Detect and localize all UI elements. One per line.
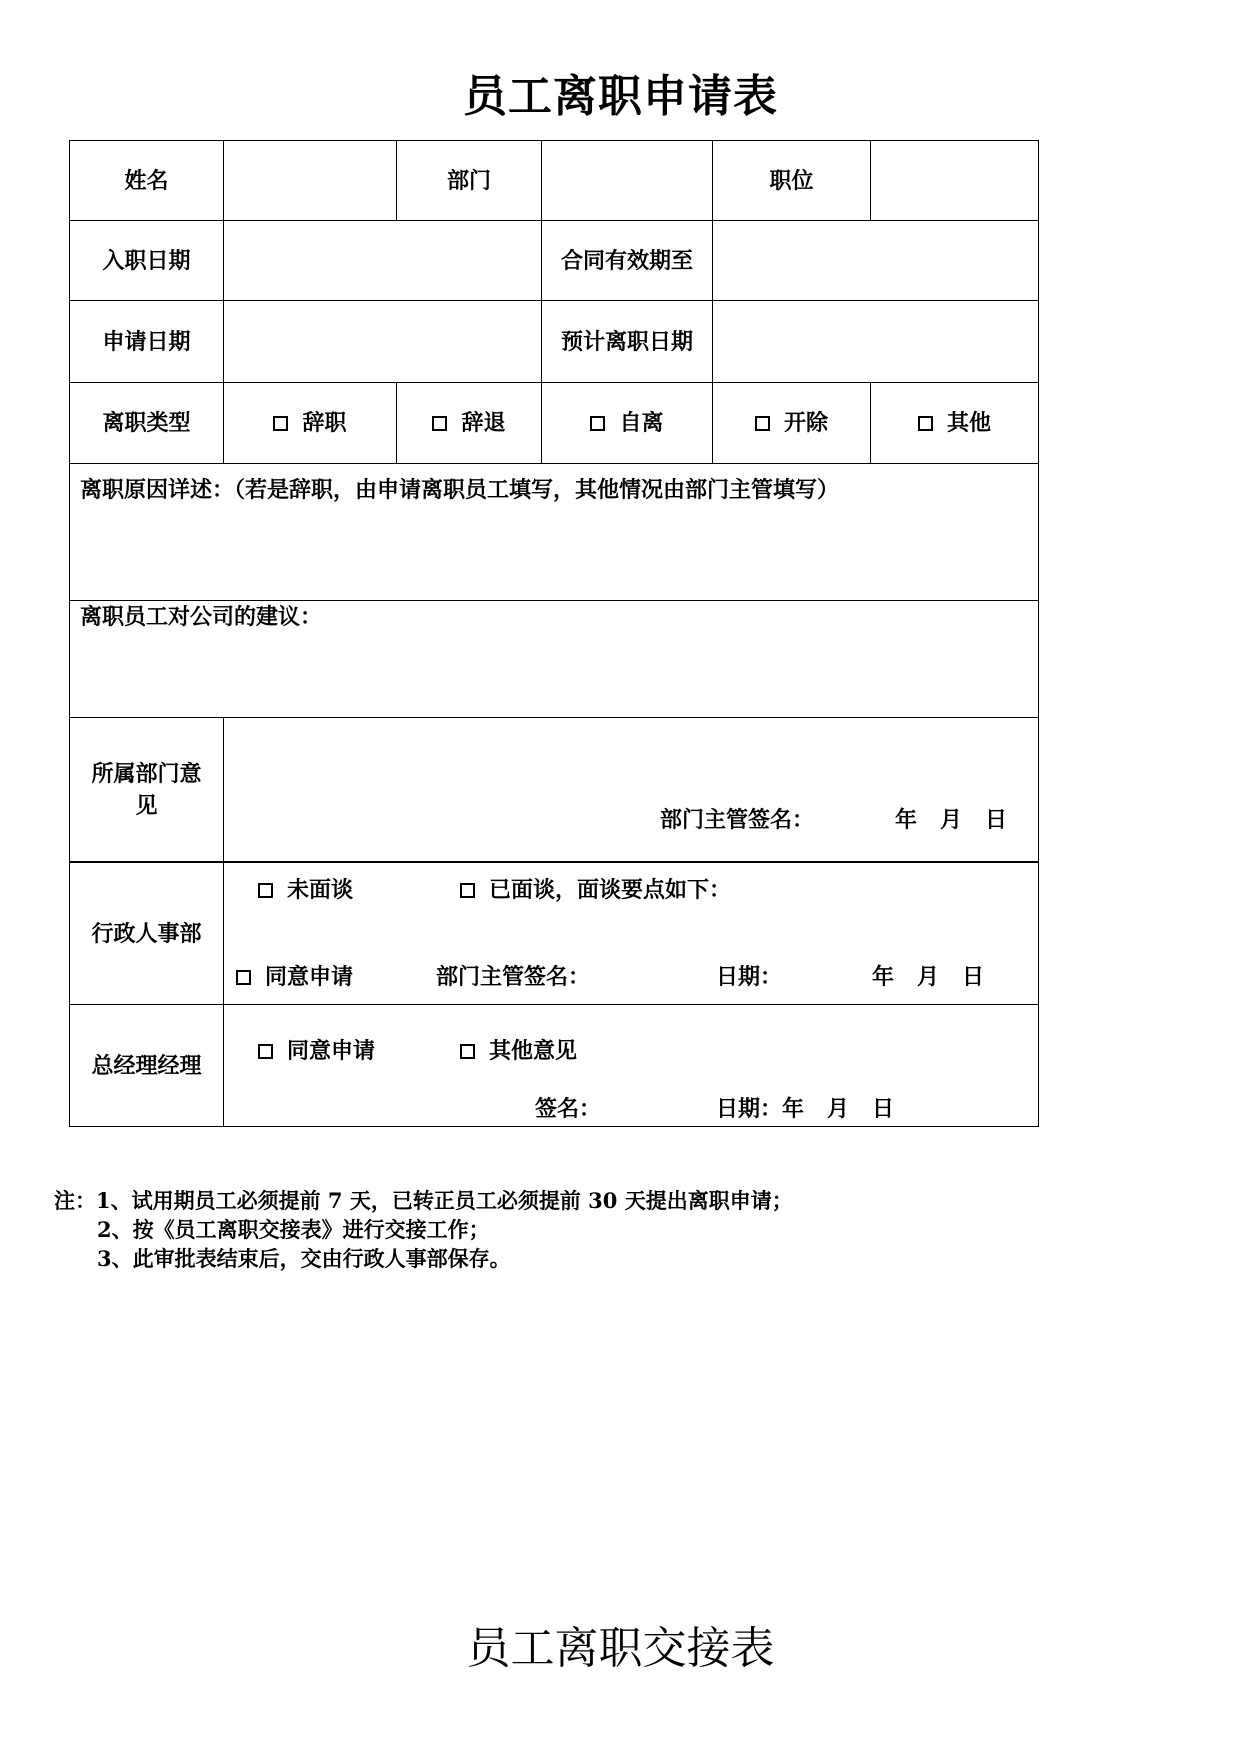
checkbox-icon[interactable] xyxy=(460,1044,475,1059)
day-label: 日 xyxy=(962,964,985,990)
expected-leave-date-label: 预计离职日期 xyxy=(560,328,693,355)
option-label: 自离 xyxy=(619,410,664,436)
option-label: 辞职 xyxy=(302,410,347,436)
department-field[interactable] xyxy=(542,141,712,220)
option-label: 辞退 xyxy=(461,410,506,436)
gm-signature-label: 签名： xyxy=(535,1096,602,1122)
hr-manager-signature-label: 部门主管签名： xyxy=(436,964,591,990)
leave-type-option-other[interactable] xyxy=(871,383,1038,463)
suggestion-label: 离职员工对公司的建议： xyxy=(80,604,323,630)
option-label: 未面谈 xyxy=(287,877,354,903)
form-title: 员工离职申请表 xyxy=(463,71,778,122)
table-divider xyxy=(223,717,224,1127)
hr-department-label: 行政人事部 xyxy=(91,920,202,947)
leave-type-option-resign[interactable] xyxy=(224,383,396,463)
day-label: 日 xyxy=(985,807,1008,833)
leave-type-option-self-leave[interactable] xyxy=(542,383,712,463)
department-manager-signature-label: 部门主管签名： xyxy=(660,807,815,833)
table-border-right xyxy=(1038,140,1039,1127)
contract-end-label: 合同有效期至 xyxy=(560,247,693,274)
apply-date-field[interactable] xyxy=(224,301,541,382)
note-line-1: 注：1、试用期员工必须提前 7 天，已转正员工必须提前 30 天提出离职申请； xyxy=(54,1188,793,1213)
checkbox-icon[interactable] xyxy=(258,1044,273,1059)
hire-date-label: 入职日期 xyxy=(102,247,191,274)
hr-agree-option[interactable] xyxy=(236,963,353,991)
checkbox-icon[interactable] xyxy=(460,883,475,898)
leave-reason-label: 离职原因详述：（若是辞职，由申请离职员工填写，其他情况由部门主管填写） xyxy=(80,477,840,503)
name-field[interactable] xyxy=(224,141,396,220)
hr-date-label: 日期： xyxy=(716,964,783,990)
option-label: 其他意见 xyxy=(489,1038,578,1064)
day-label: 日 xyxy=(872,1096,895,1122)
gm-other-opinion-option[interactable] xyxy=(460,1037,577,1065)
leave-type-option-dismiss[interactable] xyxy=(397,383,541,463)
department-opinion-label-line1: 所属部门意 xyxy=(91,760,202,787)
checkbox-icon[interactable] xyxy=(755,416,770,431)
apply-date-label: 申请日期 xyxy=(102,328,191,355)
checkbox-icon[interactable] xyxy=(258,883,273,898)
department-opinion-label-line2: 见 xyxy=(135,792,158,819)
option-label: 同意申请 xyxy=(265,964,354,990)
year-label: 年 xyxy=(895,807,918,833)
option-label: 开除 xyxy=(783,410,828,436)
gm-agree-option[interactable] xyxy=(258,1037,375,1065)
name-label: 姓名 xyxy=(124,167,169,194)
leave-reason-field[interactable] xyxy=(70,506,1038,600)
leave-type-option-fired[interactable] xyxy=(713,383,870,463)
year-label: 年 xyxy=(872,964,895,990)
contract-end-field[interactable] xyxy=(713,221,1038,300)
expected-leave-date-field[interactable] xyxy=(713,301,1038,382)
hire-date-field[interactable] xyxy=(224,221,541,300)
option-label: 同意申请 xyxy=(287,1038,376,1064)
checkbox-icon[interactable] xyxy=(918,416,933,431)
note-line-2: 2、按《员工离职交接表》进行交接工作； xyxy=(97,1217,490,1242)
checkbox-icon[interactable] xyxy=(236,970,251,985)
interviewed-option[interactable] xyxy=(460,876,731,904)
position-field[interactable] xyxy=(871,141,1038,220)
month-label: 月 xyxy=(827,1096,850,1122)
option-label: 其他 xyxy=(946,410,991,436)
department-opinion-label xyxy=(70,718,223,861)
general-manager-label: 总经理经理 xyxy=(91,1052,202,1079)
department-label: 部门 xyxy=(446,167,491,194)
month-label: 月 xyxy=(917,964,940,990)
suggestion-field[interactable] xyxy=(70,633,1038,717)
leave-type-label: 离职类型 xyxy=(102,410,191,436)
checkbox-icon[interactable] xyxy=(432,416,447,431)
position-label: 职位 xyxy=(769,167,814,194)
year-label: 年 xyxy=(782,1096,805,1122)
no-interview-option[interactable] xyxy=(258,876,353,904)
note-line-3: 3、此审批表结束后，交由行政人事部保存。 xyxy=(97,1246,511,1271)
gm-date-label: 日期： xyxy=(716,1096,783,1122)
table-border-bottom xyxy=(69,1126,1039,1127)
checkbox-icon[interactable] xyxy=(590,416,605,431)
checkbox-icon[interactable] xyxy=(273,416,288,431)
table-divider xyxy=(69,463,1039,464)
handover-form-title: 员工离职交接表 xyxy=(466,1623,775,1674)
option-label: 已面谈，面谈要点如下： xyxy=(489,877,732,903)
table-divider xyxy=(69,600,1039,601)
month-label: 月 xyxy=(940,807,963,833)
